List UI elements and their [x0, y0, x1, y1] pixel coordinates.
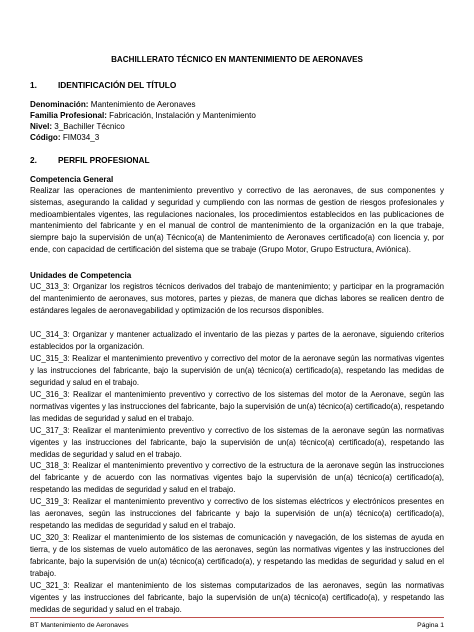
- unit-uc319: UC_319_3: Realizar el mantenimiento preventivo y correctivo de los sistemas eléctricos y electrónicos presentes en las aeronaves, según las instrucciones del fabricante y bajo la supervisión de un(a) técnico(a) certificado(a), respetando las medidas de seguridad y salud en el trabajo.: [30, 497, 444, 530]
- competencia-general-heading: Competencia General: [30, 175, 114, 184]
- field-nivel: [30, 122, 125, 131]
- field-label: Familia Profesional:: [30, 111, 107, 120]
- field-label: Código:: [30, 133, 61, 142]
- field-codigo: [30, 133, 99, 142]
- field-value: Fabricación, Instalación y Mantenimiento: [106, 111, 256, 120]
- document-title: BACHILLERATO TÉCNICO EN MANTENIMIENTO DE AERONAVES: [111, 55, 363, 64]
- unit-uc315: UC_315_3: Realizar el mantenimiento preventivo y correctivo del motor de la aeronave según las normativas vigentes y las instrucciones del fabricante, bajo la supervisión de un(a) técnico(a) certificado(a), respetando las medidas de seguridad y salud en el trabajo.: [30, 354, 444, 387]
- section-1-number: 1.: [30, 80, 37, 90]
- field-label: Denominación:: [30, 100, 89, 109]
- section-2-title: PERFIL PROFESIONAL: [58, 155, 150, 165]
- unit-uc318: UC_318_3: Realizar el mantenimiento preventivo y correctivo de la estructura de la aeronave según las instrucciones del fabricante y de acuerdo con las normativas vigentes bajo la supervisión de un(a) técnico(a) certificado(a), respetando las medidas de seguridad y salud en el trabajo.: [30, 461, 444, 494]
- section-1-title: IDENTIFICACIÓN DEL TÍTULO: [58, 80, 177, 90]
- field-denominacion: [30, 100, 196, 109]
- unit-uc317: UC_317_3: Realizar el mantenimiento preventivo y correctivo de los sistemas de la aeronave según las normativas vigentes y las instrucciones del fabricante, bajo la supervisión de un(a) técnico(a) certificado(a), respetando las medidas de seguridad y salud en el trabajo.: [30, 426, 444, 459]
- footer-doc-name: BT Mantenimiento de Aeronaves: [30, 622, 129, 629]
- unit-uc320: UC_320_3: Realizar el mantenimiento de los sistemas de comunicación y navegación, de los sistemas de ayuda en tierra, y de los sistemas de vuelo automático de las aeronaves, según las normativas vigentes y las instrucciones del fabricante, bajo la supervisión de un(a) técnico(a) certificado(a), y respetando las medidas de seguridad y salud en el trabajo.: [30, 533, 444, 578]
- footer-page-number: Página 1: [417, 622, 444, 629]
- competencia-general-text: Realizar las operaciones de mantenimiento preventivo y correctivo de las aeronaves, de sus componentes y sistemas, asegurando la calidad y seguridad y cumpliendo con las normas de gestion de riesgos profesionales y medioambientales vigentes, las regulaciones nacionales, los procedimientos establecidos en las publicaciones de mantenimiento del fabricante y en el manual de control de mantenimiento de la organización en la que trabaje, siempre bajo la supervisión de un(a) Técnico(a) de Mantenimiento de Aeronaves certificado(a) con licencia y, por ende, con capacidad de certificación del sistema que se trabaje (Grupo Motor, Grupo Estructura, Aviónica).: [30, 186, 444, 254]
- unit-uc314: UC_314_3: Organizar y mantener actualizado el inventario de las piezas y partes de la aeronave, siguiendo criterios establecidos por la organización.: [30, 330, 444, 351]
- page-footer: [30, 617, 444, 629]
- field-label: Nivel:: [30, 122, 53, 131]
- section-2-number: 2.: [30, 155, 37, 165]
- field-value: FIM034_3: [60, 133, 100, 142]
- field-value: 3_Bachiller Técnico: [52, 122, 125, 131]
- section-1-heading: [30, 80, 176, 90]
- unit-uc313: UC_313_3: Organizar los registros técnicos derivados del trabajo de mantenimiento; y participar en la programación del mantenimiento de aeronaves, sus motores, partes y piezas, de manera que dichas labores se realicen dentro de estándares legales de aeronavegabilidad y optimización de los recursos disponibles.: [30, 282, 444, 315]
- field-value: Mantenimiento de Aeronaves: [88, 100, 196, 109]
- unit-uc321: UC_321_3: Realizar el mantenimiento de los sistemas computarizados de las aeronaves, según las normativas vigentes y las instrucciones del fabricante, bajo la supervisión de un(a) técnico(a) certificado(a), y respetando las medidas de seguridad y salud en el trabajo.: [30, 581, 444, 614]
- field-familia: [30, 111, 256, 120]
- section-2-heading: [30, 155, 150, 165]
- unidades-heading: Unidades de Competencia: [30, 271, 132, 280]
- unit-uc316: UC_316_3: Realizar el mantenimiento preventivo y correctivo de los sistemas del motor de la Aeronave, según las normativas vigentes y las instrucciones del fabricante, bajo la supervisión de un(a) técnico(a) certificado(a), respetando las medidas de seguridad y salud en el trabajo.: [30, 390, 444, 423]
